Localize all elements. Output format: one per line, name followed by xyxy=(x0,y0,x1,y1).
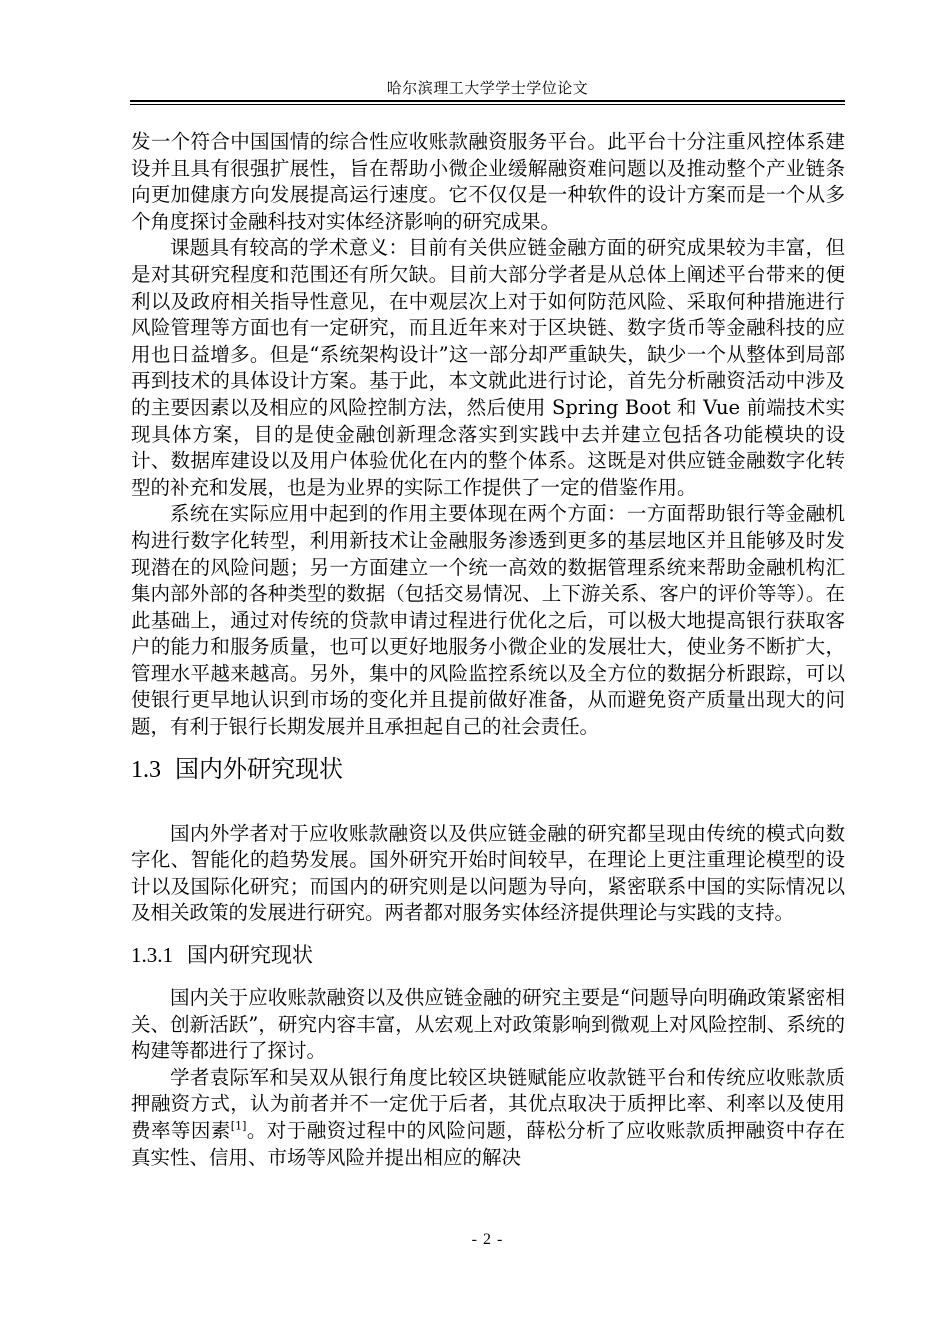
heading-spacer xyxy=(131,805,845,821)
section-heading-1-3 xyxy=(131,749,845,805)
section-1-3-paragraph: 国内外学者对于应收账款融资以及供应链金融的研究都呈现由传统的模式向数字化、智能化的趋势发展。国外研究开始时间较早，在理论上更注重理论模型的设计以及国际化研究；而国内的研究则是以问题为导向，紧密联系中国的实际情况以及相关政策的发展进行研究。两者都对服务实体经济提供理论与实践的支持。 xyxy=(131,821,845,925)
citation-marker[interactable]: [1] xyxy=(230,1119,247,1133)
paragraph-text: 学者袁际军和吴双从银行角度比较区块链赋能应收款链平台和传统应收账款质押融资方式，认为前者并不一定优于后者，其优点取决于质押比率、利率以及使用费率等因素 xyxy=(131,1065,845,1142)
header-rule-thick xyxy=(130,100,845,102)
section-number: 1.3 xyxy=(131,756,161,783)
running-header: 哈尔滨理工大学学士学位论文 xyxy=(386,79,589,97)
header-rule-thin xyxy=(130,104,845,105)
page-body xyxy=(131,129,845,1171)
subsection-number: 1.3.1 xyxy=(131,943,173,968)
body-paragraph-continued: 发一个符合中国国情的综合性应收账款融资服务平台。此平台十分注重风控体系建设并且具有很强扩展性，旨在帮助小微企业缓解融资难问题以及推动整个产业链条向更加健康方向发展提高运行速度。它不仅仅是一种软件的设计方案而是一个从多个角度探讨金融科技对实体经济影响的研究成果。 xyxy=(131,130,845,233)
body-paragraph-academic-significance: 课题具有较高的学术意义：目前有关供应链金融方面的研究成果较为丰富，但是对其研究程度和范围还有所欠缺。目前大部分学者是从总体上阐述平台带来的便利以及政府相关指导性意见，在中观层次上对于如何防范风险、采取何种措施进行风险管理等方面也有一定研究，而且近年来对于区块链、数字货币等金融科技的应用也日益增多。但是“系统架构设计”这一部分却严重缺失，缺少一个从整体到局部再到技术的具体设计方案。基于此，本文就此进行讨论，首先分析融资活动中涉及的主要因素以及相应的风险控制方法，然后使用 Spring Boot 和 Vue 前端技术实现具体方案，目的是使金融创新理念落实到实践中去并建立包括各功能模块的设计、数据库建设以及用户体验优化在内的整个体系。这既是对供应链金融数字化转型的补充和发展，也是为业界的实际工作提供了一定的借鉴作用。 xyxy=(131,236,845,499)
section-heading-1-3-1 xyxy=(131,939,845,985)
section-title: 国内外研究现状 xyxy=(175,754,343,783)
section-1-3-1-paragraph-1: 国内关于应收账款融资以及供应链金融的研究主要是“问题导向明确政策紧密相关、创新活跃”，研究内容丰富，从宏观上对政策影响到微观上对风险控制、系统的构建等都进行了探讨。 xyxy=(131,986,845,1063)
subsection-title: 国内研究现状 xyxy=(187,943,313,968)
paragraph-text-continued: 。对于融资过程中的风险问题，薛松分析了应收账款质押融资中存在真实性、信用、市场等风险并提出相应的解决 xyxy=(131,1119,845,1169)
page-number: - 2 - xyxy=(471,1231,504,1248)
section-1-3-1-paragraph-2 xyxy=(131,1065,845,1171)
body-paragraph-practical-significance: 系统在实际应用中起到的作用主要体现在两个方面：一方面帮助银行等金融机构进行数字化转型，利用新技术让金融服务渗透到更多的基层地区并且能够及时发现潜在的风险问题；另一方面建立一个统一高效的数据管理系统来帮助金融机构汇集内部外部的各种类型的数据（包括交易情况、上下游关系、客户的评价等等）。在此基础上，通过对传统的贷款申请过程进行优化之后，可以极大地提高银行获取客户的能力和服务质量，也可以更好地服务小微企业的发展壮大，使业务不断扩大，管理水平越来越高。另外，集中的风险监控系统以及全方位的数据分析跟踪，可以使银行更早地认识到市场的变化并且提前做好准备，从而避免资产质量出现大的问题，有利于银行长期发展并且承担起自己的社会责任。 xyxy=(131,502,845,739)
